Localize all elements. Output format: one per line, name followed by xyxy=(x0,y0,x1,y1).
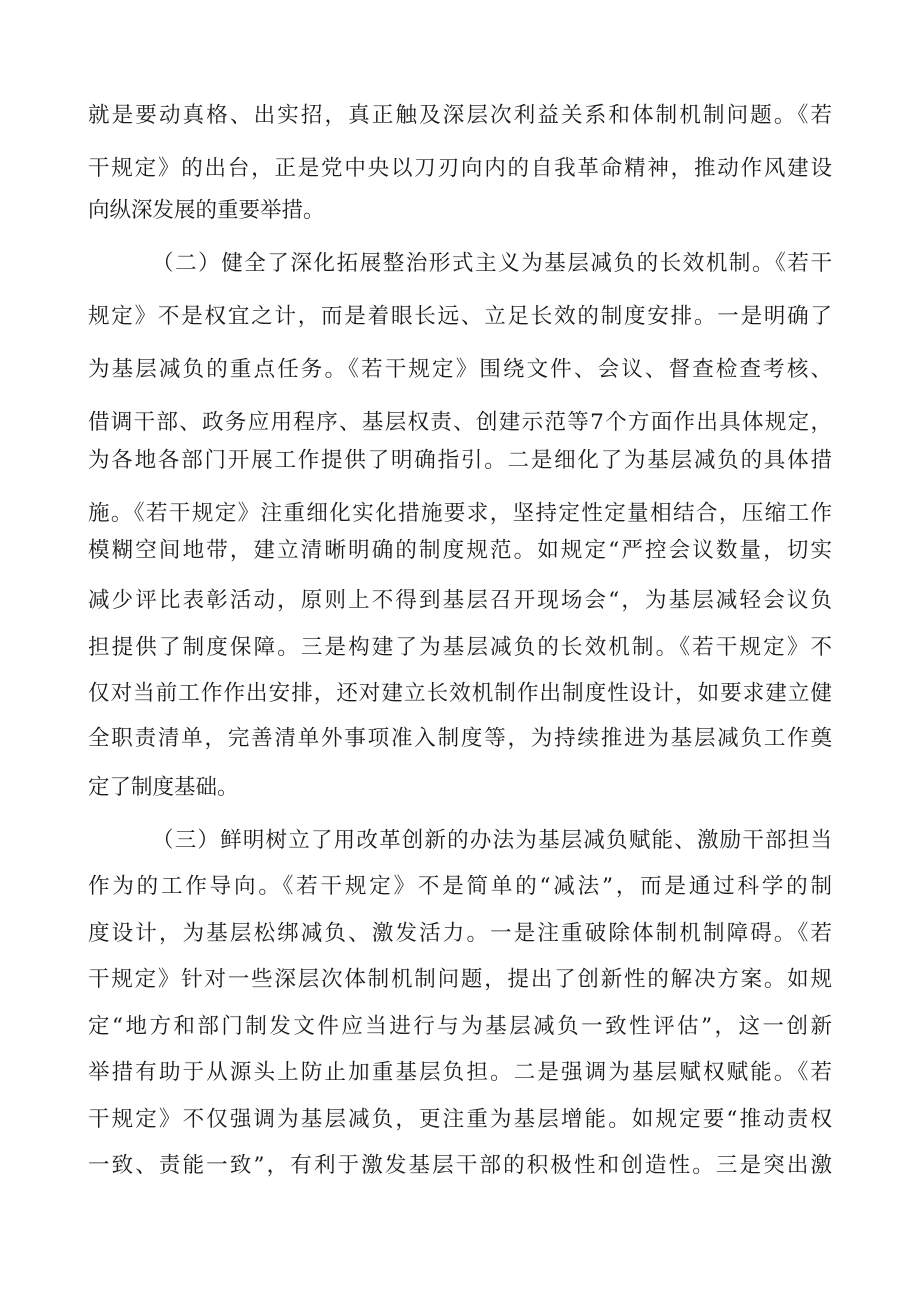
text-line-20: 定“地方和部门制发文件应当进行与为基层减负一致性评估”，这一创新 xyxy=(88,1014,832,1039)
text-line-1: 就是要动真格、出实招，真正触及深层次利益关系和体制机制问题。《若 xyxy=(88,103,832,128)
section-heading-2: （二）健全了深化拓展整治形式主义为基层减负的长效机制。《若干 xyxy=(152,251,832,276)
text-line-3: 向纵深发展的重要举措。 xyxy=(88,198,325,223)
text-line-22: 干规定》不仅强调为基层减负，更注重为基层增能。如规定要“推动责权 xyxy=(88,1107,832,1132)
text-line-5: 规定》不是权宜之计，而是着眼长远、立足长效的制度安排。一是明确了 xyxy=(88,304,832,329)
text-line-11: 减少评比表彰活动，原则上不得到基层召开现场会“，为基层减轻会议负 xyxy=(88,588,832,613)
text-line-2: 干规定》的出台，正是党中央以刀刃向内的自我革命精神，推动作风建设 xyxy=(88,156,832,181)
text-line-8: 为各地各部门开展工作提供了明确指引。二是细化了为基层减负的具体措 xyxy=(88,448,832,473)
text-line-9: 施。《若干规定》注重细化实化措施要求，坚持定性定量相结合，压缩工作 xyxy=(88,501,832,526)
text-line-19: 干规定》针对一些深层次体制机制问题，提出了创新性的解决方案。如规 xyxy=(88,967,832,992)
section-heading-3: （三）鲜明树立了用改革创新的办法为基层减负赋能、激励干部担当 xyxy=(152,828,832,853)
text-line-10: 模糊空间地带，建立清晰明确的制度规范。如规定“严控会议数量，切实 xyxy=(88,538,832,563)
text-line-7: 借调干部、政务应用程序、基层权责、创建示范等7个方面作出具体规定， xyxy=(88,410,832,435)
text-line-21: 举措有助于从源头上防止加重基层负担。二是强调为基层赋权赋能。《若 xyxy=(88,1060,832,1085)
text-line-6: 为基层减负的重点任务。《若干规定》围绕文件、会议、督查检查考核、 xyxy=(88,357,832,382)
text-line-18: 度设计，为基层松绑减负、激发活力。一是注重破除体制机制障碍。《若 xyxy=(88,921,832,946)
text-line-23: 一致、责能一致”，有利于激发基层干部的积极性和创造性。三是突出激 xyxy=(88,1153,832,1178)
text-line-15: 定了制度基础。 xyxy=(88,775,239,800)
text-line-14: 全职责清单，完善清单外事项准入制度等，为持续推进为基层减负工作奠 xyxy=(88,726,832,751)
text-line-12: 担提供了制度保障。三是构建了为基层减负的长效机制。《若干规定》不 xyxy=(88,635,832,660)
text-line-17: 作为的工作导向。《若干规定》不是简单的“减法”，而是通过科学的制 xyxy=(88,874,832,899)
text-line-13: 仅对当前工作作出安排，还对建立长效机制作出制度性设计，如要求建立健 xyxy=(88,681,832,706)
